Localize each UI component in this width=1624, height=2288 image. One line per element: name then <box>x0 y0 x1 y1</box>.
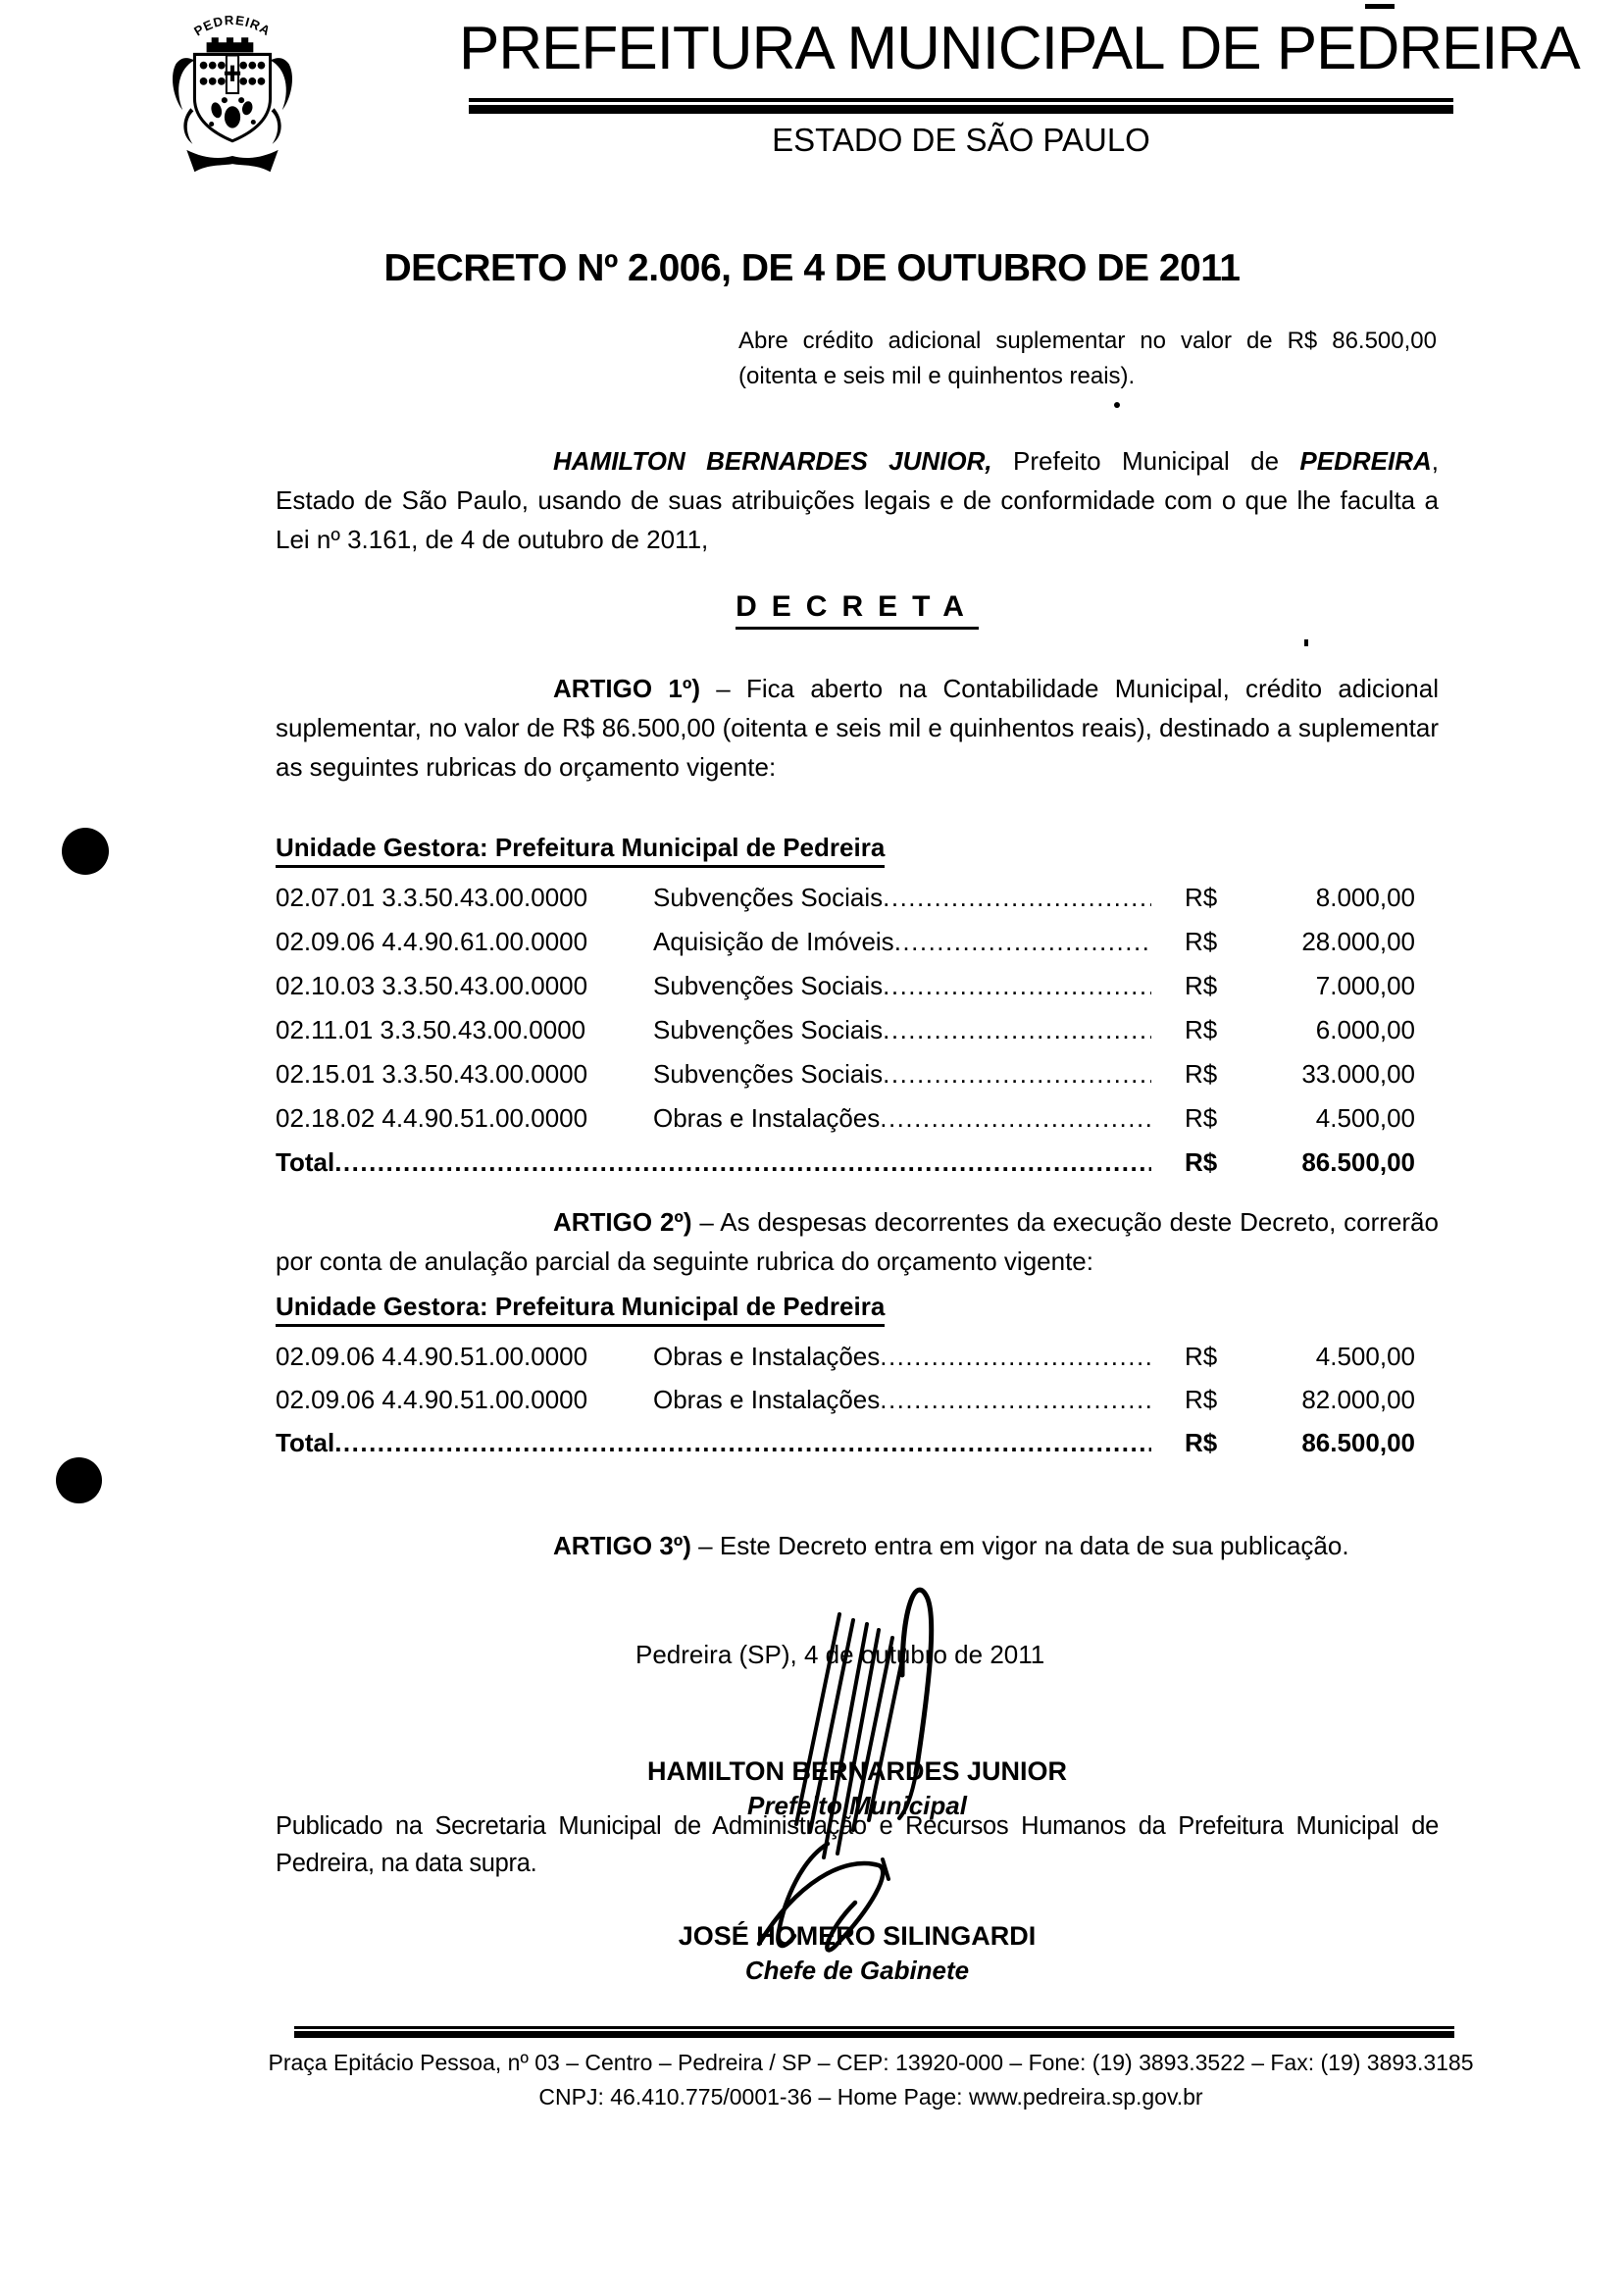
dot-leaders <box>880 1378 1151 1421</box>
row-description: Obras e Instalações ..... <box>653 1096 1151 1141</box>
dateline: Pedreira (SP), 4 de outubro de 2011 <box>635 1640 1045 1669</box>
total-row <box>276 1421 1415 1464</box>
row-description: Aquisição de Imóveis ..... <box>653 920 1151 964</box>
ementa-line-1: Abre crédito adicional suplementar no valor de R$ 86.500,00 <box>738 328 1437 354</box>
budget-row <box>276 920 1415 964</box>
total-leaders <box>276 1141 1151 1185</box>
artigo-3-paragraph <box>276 1526 1439 1565</box>
ementa-line-2: (oitenta e seis mil e quinhentos reais). <box>738 363 1136 389</box>
row-value: 28.000,00 <box>1301 927 1415 956</box>
row-description: Subvenções Sociais ..... <box>653 1052 1151 1096</box>
preamble-paragraph <box>276 441 1439 559</box>
total-value: 86.500,00 <box>1301 1147 1415 1177</box>
budget-row <box>276 1335 1415 1378</box>
row-description: Obras e Instalações ..... <box>653 1378 1151 1421</box>
preamble-mid: Prefeito Municipal de <box>991 446 1300 476</box>
row-code: 02.11.01 3.3.50.43.00.0000 <box>276 1015 586 1044</box>
total-label: Total <box>276 1147 335 1177</box>
row-code: 02.07.01 3.3.50.43.00.0000 <box>276 883 588 912</box>
hole-punch-mark-bottom <box>56 1457 102 1503</box>
total-leaders <box>276 1421 1151 1464</box>
row-description: Subvenções Sociais ..... <box>653 876 1151 920</box>
mayor-signature-scribble-icon <box>767 1567 963 1861</box>
row-description: Subvenções Sociais ..... <box>653 964 1151 1008</box>
decree-title: DECRETO Nº 2.006, DE 4 DE OUTUBRO DE 2011 <box>383 247 1241 289</box>
ementa-abstract <box>738 324 1437 394</box>
dot-leaders <box>883 1052 1151 1096</box>
preamble-tail: , Estado de São Paulo, usando de suas atribuições legais e de conformidade com o que lhe faculta a Lei nº 3.161, de 4 de outubro de 2011, <box>276 446 1440 554</box>
unit-header-1: Unidade Gestora: Prefeitura Municipal de Pedreira <box>276 832 1415 868</box>
budget-row <box>276 1008 1415 1052</box>
footer-rule <box>294 2026 1454 2038</box>
row-currency: R$ <box>1185 927 1218 956</box>
publication-paragraph: Publicado na Secretaria Municipal de Administração e Recursos Humanos da Prefeitura Municipal de Pedreira, na data supra. <box>276 1812 1439 1877</box>
budget-table-1 <box>276 832 1415 1185</box>
footer-cnpj-line: CNPJ: 46.410.775/0001-36 – Home Page: www.pedreira.sp.gov.br <box>538 2084 1203 2110</box>
artigo-2-text: – As despesas decorrentes da execução deste Decreto, correrão por conta de anulação parcial da seguinte rubrica do orçamento vigente: <box>276 1207 1439 1276</box>
row-currency: R$ <box>1185 1103 1218 1133</box>
pedreira-coat-of-arms-icon <box>167 4 298 177</box>
row-code: 02.15.01 3.3.50.43.00.0000 <box>276 1059 588 1089</box>
artigo-1-paragraph <box>276 669 1439 787</box>
dot-leaders <box>894 920 1151 964</box>
state-line: ESTADO DE SÃO PAULO <box>772 122 1150 158</box>
row-currency: R$ <box>1185 1015 1218 1044</box>
dot-leaders <box>883 876 1151 920</box>
header-rule <box>469 98 1453 114</box>
dot-leaders <box>880 1096 1151 1141</box>
decreta-heading-wrap <box>276 590 1439 630</box>
artigo-2-label: ARTIGO 2º) <box>553 1207 692 1237</box>
city-emphasis: PEDREIRA <box>1299 446 1432 476</box>
unit-header-2: Unidade Gestora: Prefeitura Municipal de Pedreira <box>276 1291 1415 1327</box>
row-currency: R$ <box>1185 971 1218 1000</box>
row-code: 02.18.02 4.4.90.51.00.0000 <box>276 1103 588 1133</box>
row-value: 8.000,00 <box>1315 883 1415 912</box>
row-code: 02.09.06 4.4.90.61.00.0000 <box>276 927 588 956</box>
total-value: 86.500,00 <box>1301 1428 1415 1457</box>
row-currency: R$ <box>1185 1385 1218 1414</box>
signature2-role: Chefe de Gabinete <box>744 1956 970 1985</box>
artigo-2-paragraph <box>276 1202 1439 1281</box>
row-value: 33.000,00 <box>1301 1059 1415 1089</box>
row-code: 02.09.06 4.4.90.51.00.0000 <box>276 1385 588 1414</box>
footer-address-line: Praça Epitácio Pessoa, nº 03 – Centro – Pedreira / SP – CEP: 13920-000 – Fone: (19) 3893.3522 – Fax: (19) 3893.3185 <box>268 2050 1474 2075</box>
budget-row <box>276 964 1415 1008</box>
row-currency: R$ <box>1185 883 1218 912</box>
artigo-3-text: – Este Decreto entra em vigor na data de sua publicação. <box>690 1531 1349 1560</box>
dot-leaders <box>880 1335 1151 1378</box>
mayor-name-emphasis: HAMILTON BERNARDES JUNIOR, <box>553 446 992 476</box>
budget-row <box>276 876 1415 920</box>
dot-leaders <box>334 1421 1151 1464</box>
dot-leaders <box>883 964 1151 1008</box>
signature2-name: JOSÉ HOMERO SILINGARDI <box>678 1921 1037 1951</box>
row-value: 82.000,00 <box>1301 1385 1415 1414</box>
crest-banner-text: PEDREIRA <box>191 12 274 39</box>
dot-leaders <box>883 1008 1151 1052</box>
row-value: 4.500,00 <box>1315 1342 1415 1371</box>
row-currency: R$ <box>1185 1059 1218 1089</box>
signature1-name: HAMILTON BERNARDES JUNIOR <box>646 1756 1068 1786</box>
artigo-1-label: ARTIGO 1º) <box>553 674 700 703</box>
hole-punch-mark-top <box>62 828 109 875</box>
total-label: Total <box>276 1428 335 1457</box>
budget-row <box>276 1096 1415 1141</box>
row-currency: R$ <box>1185 1342 1218 1371</box>
decreta-heading: DECRETA <box>736 590 979 630</box>
total-row <box>276 1141 1415 1185</box>
scan-artifact-dash <box>1365 4 1395 9</box>
total-currency: R$ <box>1185 1428 1218 1457</box>
artigo-1-text: – Fica aberto na Contabilidade Municipal, crédito adicional suplementar, no valor de R$ 86.500,00 (oitenta e seis mil e quinhentos reais), destinado a suplementar as seguintes rubricas do orçamento vigente: <box>276 674 1439 782</box>
row-value: 4.500,00 <box>1315 1103 1415 1133</box>
artigo-3-label: ARTIGO 3º) <box>553 1531 691 1560</box>
scan-artifact-dot <box>1114 402 1120 408</box>
total-currency: R$ <box>1185 1147 1218 1177</box>
scan-artifact-speck <box>1304 639 1308 646</box>
row-description: Obras e Instalações ..... <box>653 1335 1151 1378</box>
signature1-role: Prefeito Municipal <box>747 1791 967 1820</box>
budget-row <box>276 1378 1415 1421</box>
svg-text:PEDREIRA <box>191 13 274 39</box>
org-name: PREFEITURA MUNICIPAL DE PEDREIRA <box>459 15 1580 82</box>
footer <box>224 2046 1518 2114</box>
row-code: 02.10.03 3.3.50.43.00.0000 <box>276 971 588 1000</box>
row-description: Subvenções Sociais ..... <box>653 1008 1151 1052</box>
row-value: 6.000,00 <box>1315 1015 1415 1044</box>
dot-leaders <box>334 1141 1151 1185</box>
row-value: 7.000,00 <box>1315 971 1415 1000</box>
row-code: 02.09.06 4.4.90.51.00.0000 <box>276 1342 588 1371</box>
budget-row <box>276 1052 1415 1096</box>
budget-table-2 <box>276 1291 1415 1464</box>
chief-signature-scribble-icon <box>734 1826 920 1973</box>
